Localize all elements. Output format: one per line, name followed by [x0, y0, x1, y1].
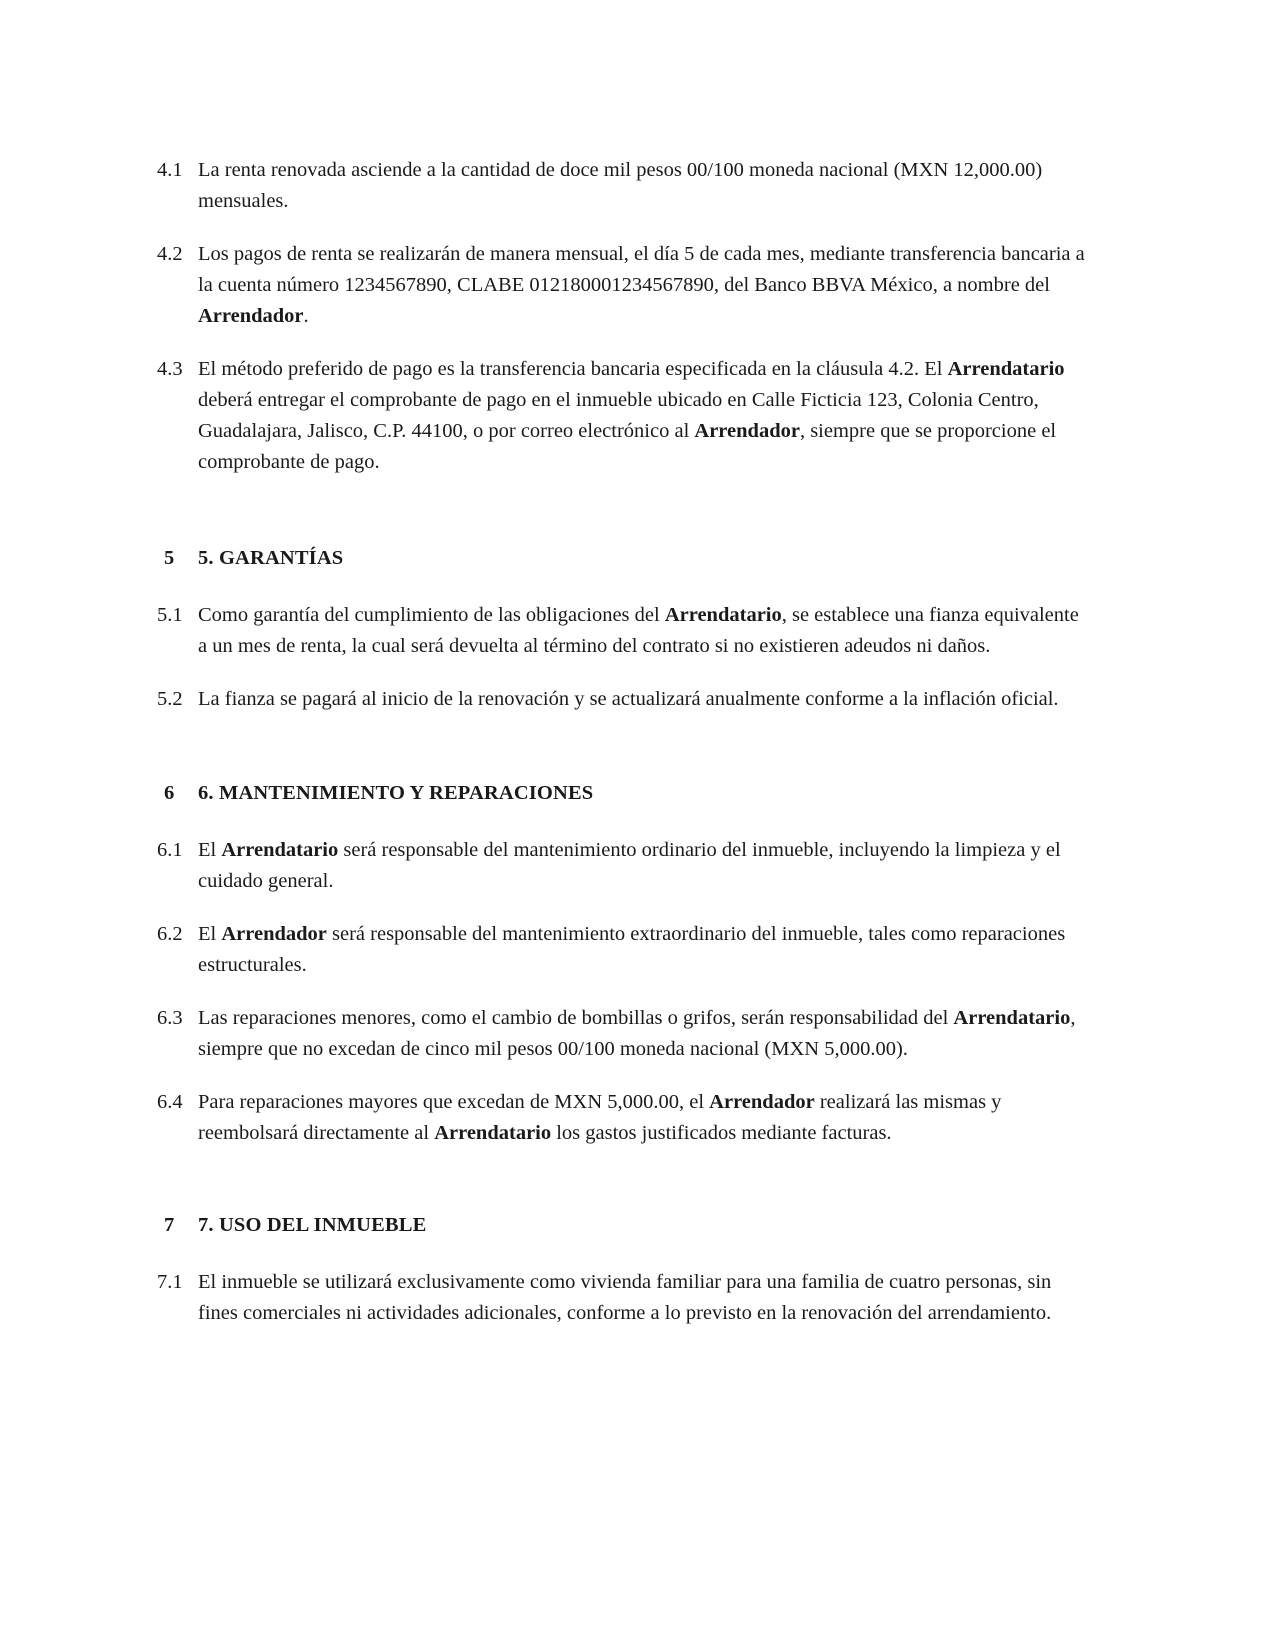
clause-number: 4.2	[157, 243, 183, 265]
clause-text: La renta renovada asciende a la cantidad de doce mil pesos 00/100 moneda nacional (MXN 12,000.00) mensuales.	[198, 159, 1043, 212]
clause-4-1	[157, 155, 1087, 217]
clause-number: 6.1	[157, 839, 183, 861]
clause-7-1	[157, 1267, 1087, 1329]
clause-5-2	[157, 684, 1087, 715]
clause-text: Como garantía del cumplimiento de las obligaciones del Arrendatario, se establece una fianza equivalente a un mes de renta, la cual será devuelta al término del contrato si no existieren adeudos ni daños.	[198, 604, 1079, 657]
clause-number: 6.2	[157, 923, 183, 945]
clause-6-2	[157, 919, 1087, 981]
clause-text: El inmueble se utilizará exclusivamente como vivienda familiar para una familia de cuatro personas, sin fines comerciales ni actividades adicionales, conforme a lo previsto en la renovación del arrendamiento.	[198, 1271, 1052, 1324]
clause-number: 6.4	[157, 1091, 183, 1113]
clause-4-2	[157, 239, 1087, 332]
section-title: 5. GARANTÍAS	[198, 547, 344, 569]
document-body	[157, 155, 1087, 1351]
clause-text: El Arrendatario será responsable del mantenimiento ordinario del inmueble, incluyendo la limpieza y el cuidado general.	[198, 839, 1061, 892]
section-heading-6	[157, 779, 1087, 807]
clause-number: 5.2	[157, 688, 183, 710]
clause-number: 4.3	[157, 358, 183, 380]
clause-6-4	[157, 1087, 1087, 1149]
section-number: 7	[164, 1214, 175, 1236]
section-number: 5	[164, 547, 175, 569]
clause-6-1	[157, 835, 1087, 897]
clause-5-1	[157, 600, 1087, 662]
clause-text: Para reparaciones mayores que excedan de MXN 5,000.00, el Arrendador realizará las mismas y reembolsará directamente al Arrendatario los gastos justificados mediante facturas.	[198, 1091, 1002, 1144]
clause-number: 4.1	[157, 159, 183, 181]
clause-6-3	[157, 1003, 1087, 1065]
section-title: 7. USO DEL INMUEBLE	[198, 1214, 427, 1236]
clause-text: El método preferido de pago es la transferencia bancaria especificada en la cláusula 4.2. El Arrendatario deberá entregar el comprobante de pago en el inmueble ubicado en Calle Ficticia 123, Colonia Centro, Guadalajara, Jalisco, C.P. 44100, o por correo electrónico al Arrendador, siempre que se proporcione el comprobante de pago.	[198, 358, 1065, 473]
section-heading-7	[157, 1211, 1087, 1239]
clause-number: 7.1	[157, 1271, 183, 1293]
section-heading-5	[157, 544, 1087, 572]
clause-number: 5.1	[157, 604, 183, 626]
clause-4-3	[157, 354, 1087, 478]
clause-text: El Arrendador será responsable del mantenimiento extraordinario del inmueble, tales como reparaciones estructurales.	[198, 923, 1066, 976]
clause-text: Los pagos de renta se realizarán de manera mensual, el día 5 de cada mes, mediante transferencia bancaria a la cuenta número 1234567890, CLABE 012180001234567890, del Banco BBVA México, a nombre del Arrendador.	[198, 243, 1085, 327]
clause-text: La fianza se pagará al inicio de la renovación y se actualizará anualmente conforme a la inflación oficial.	[198, 688, 1059, 710]
section-title: 6. MANTENIMIENTO Y REPARACIONES	[198, 782, 594, 804]
clause-number: 6.3	[157, 1007, 183, 1029]
clause-text: Las reparaciones menores, como el cambio de bombillas o grifos, serán responsabilidad del Arrendatario, siempre que no excedan de cinco mil pesos 00/100 moneda nacional (MXN 5,000.00).	[198, 1007, 1076, 1060]
section-number: 6	[164, 782, 175, 804]
